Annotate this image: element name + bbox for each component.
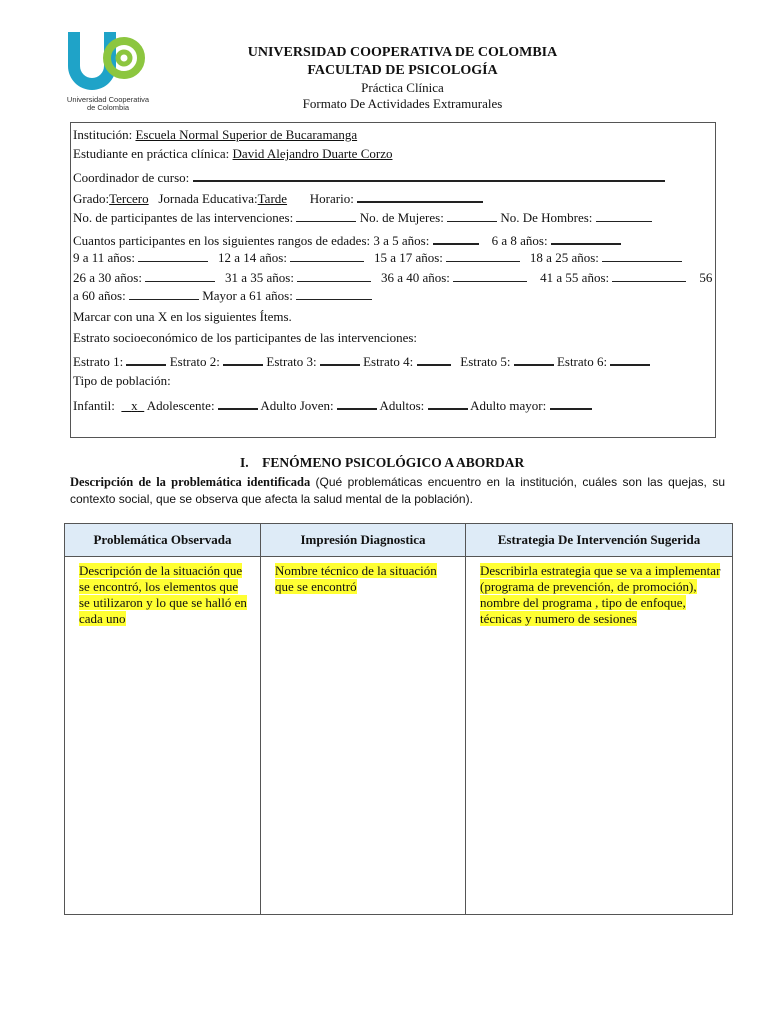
rangos-row-2: 9 a 11 años: 12 a 14 años: 15 a 17 años: 18 a 25 años: bbox=[73, 249, 682, 266]
logo-caption: Universidad Cooperativa de Colombia bbox=[66, 95, 150, 112]
university-title: UNIVERSIDAD COOPERATIVA DE COLOMBIA bbox=[247, 45, 558, 60]
cell-impresion[interactable]: Nombre técnico de la situación que se encontró bbox=[261, 557, 466, 915]
estrato-6-field[interactable] bbox=[610, 352, 650, 366]
r-3-5-field[interactable] bbox=[433, 231, 479, 245]
header-estrategia: Estrategia De Intervención Sugerida bbox=[466, 524, 733, 557]
participantes-row: No. de participantes de las intervenciones: No. de Mujeres: No. De Hombres: bbox=[73, 209, 652, 226]
rangos-row: Cuantos participantes en los siguientes rangos de edades: 3 a 5 años: 6 a 8 años: bbox=[73, 231, 621, 249]
r-61-field[interactable] bbox=[296, 287, 372, 300]
adolescente-field[interactable] bbox=[218, 396, 258, 410]
estrato-1-field[interactable] bbox=[126, 352, 166, 366]
cell-problematica[interactable]: Descripción de la situación que se encontró, los elementos que se utilizaron y lo que se halló en cada uno bbox=[65, 557, 261, 915]
header-problematica: Problemática Observada bbox=[65, 524, 261, 557]
tipo-poblacion-label: Tipo de población: bbox=[73, 373, 171, 388]
cell-estrategia[interactable]: Describirla estrategia que se va a implementar (programa de prevención, de promoción), nombre del programa , tipo de enfoque, técnicas y numero de sesiones bbox=[466, 557, 733, 915]
infantil-value[interactable]: _x_ bbox=[121, 398, 145, 413]
r-12-14-field[interactable] bbox=[290, 249, 364, 262]
estratos-row: Estrato 1: Estrato 2: Estrato 3: Estrato 4: Estrato 5: Estrato 6: bbox=[73, 352, 650, 370]
adultos-field[interactable] bbox=[428, 396, 468, 410]
grado-row: Grado:Tercero Jornada Educativa:Tarde Horario: bbox=[73, 189, 483, 207]
estrato-2-field[interactable] bbox=[223, 352, 263, 366]
header-impresion: Impresión Diagnostica bbox=[261, 524, 466, 557]
format-title: Formato De Actividades Extramurales bbox=[302, 96, 503, 111]
marcar-instruction: Marcar con una X en los siguientes Ítems. bbox=[73, 309, 292, 324]
r-26-30-field[interactable] bbox=[145, 269, 215, 282]
institucion-value: Escuela Normal Superior de Bucaramanga bbox=[135, 127, 358, 142]
rangos-row-4: a 60 años: Mayor a 61 años: bbox=[73, 287, 372, 304]
estudiante-row: Estudiante en práctica clínica: David Alejandro Duarte Corzo bbox=[73, 146, 393, 161]
subtitle: Práctica Clínica bbox=[361, 80, 444, 95]
r-15-17-field[interactable] bbox=[446, 249, 520, 262]
hombres-field[interactable] bbox=[596, 209, 652, 222]
section-description: Descripción de la problemática identificada (Qué problemáticas encuentro en la institución, cuáles son las quejas, su contexto social, que se observa que afecta la salud mental de la población). bbox=[70, 475, 726, 506]
rangos-row-3: 26 a 30 años: 31 a 35 años: 36 a 40 años: 41 a 55 años: 56 bbox=[73, 270, 713, 285]
adulto-mayor-field[interactable] bbox=[550, 396, 592, 410]
r-41-55-field[interactable] bbox=[612, 269, 686, 282]
estrato-3-field[interactable] bbox=[320, 352, 360, 366]
horario-field[interactable] bbox=[357, 189, 483, 203]
r-31-35-field[interactable] bbox=[297, 269, 371, 282]
participantes-field[interactable] bbox=[296, 209, 356, 222]
section-title: I. FENÓMENO PSICOLÓGICO A ABORDAR bbox=[240, 455, 525, 470]
coordinador-row: Coordinador de curso: bbox=[73, 168, 665, 186]
faculty-title: FACULTAD DE PSICOLOGÍA bbox=[307, 63, 498, 78]
coordinador-field[interactable] bbox=[193, 168, 665, 182]
r-6-8-field[interactable] bbox=[551, 231, 621, 245]
estudiante-value: David Alejandro Duarte Corzo bbox=[232, 146, 393, 161]
mujeres-field[interactable] bbox=[447, 209, 497, 222]
adulto-joven-field[interactable] bbox=[337, 396, 377, 410]
r-18-25-field[interactable] bbox=[602, 249, 682, 262]
estrato-title: Estrato socioeconómico de los participantes de las intervenciones: bbox=[73, 330, 418, 345]
r-56-60-field[interactable] bbox=[129, 287, 199, 300]
poblacion-row: Infantil: _x_ Adolescente: Adulto Joven: Adultos: Adulto mayor: bbox=[73, 396, 592, 414]
r-36-40-field[interactable] bbox=[453, 269, 527, 282]
intervention-table bbox=[64, 523, 733, 915]
institucion-row: Institución: Escuela Normal Superior de Bucaramanga bbox=[73, 127, 358, 142]
grado-value: Tercero bbox=[109, 191, 149, 206]
r-9-11-field[interactable] bbox=[138, 249, 208, 262]
estrato-4-field[interactable] bbox=[417, 352, 451, 366]
jornada-value: Tarde bbox=[257, 191, 288, 206]
estrato-5-field[interactable] bbox=[514, 352, 554, 366]
